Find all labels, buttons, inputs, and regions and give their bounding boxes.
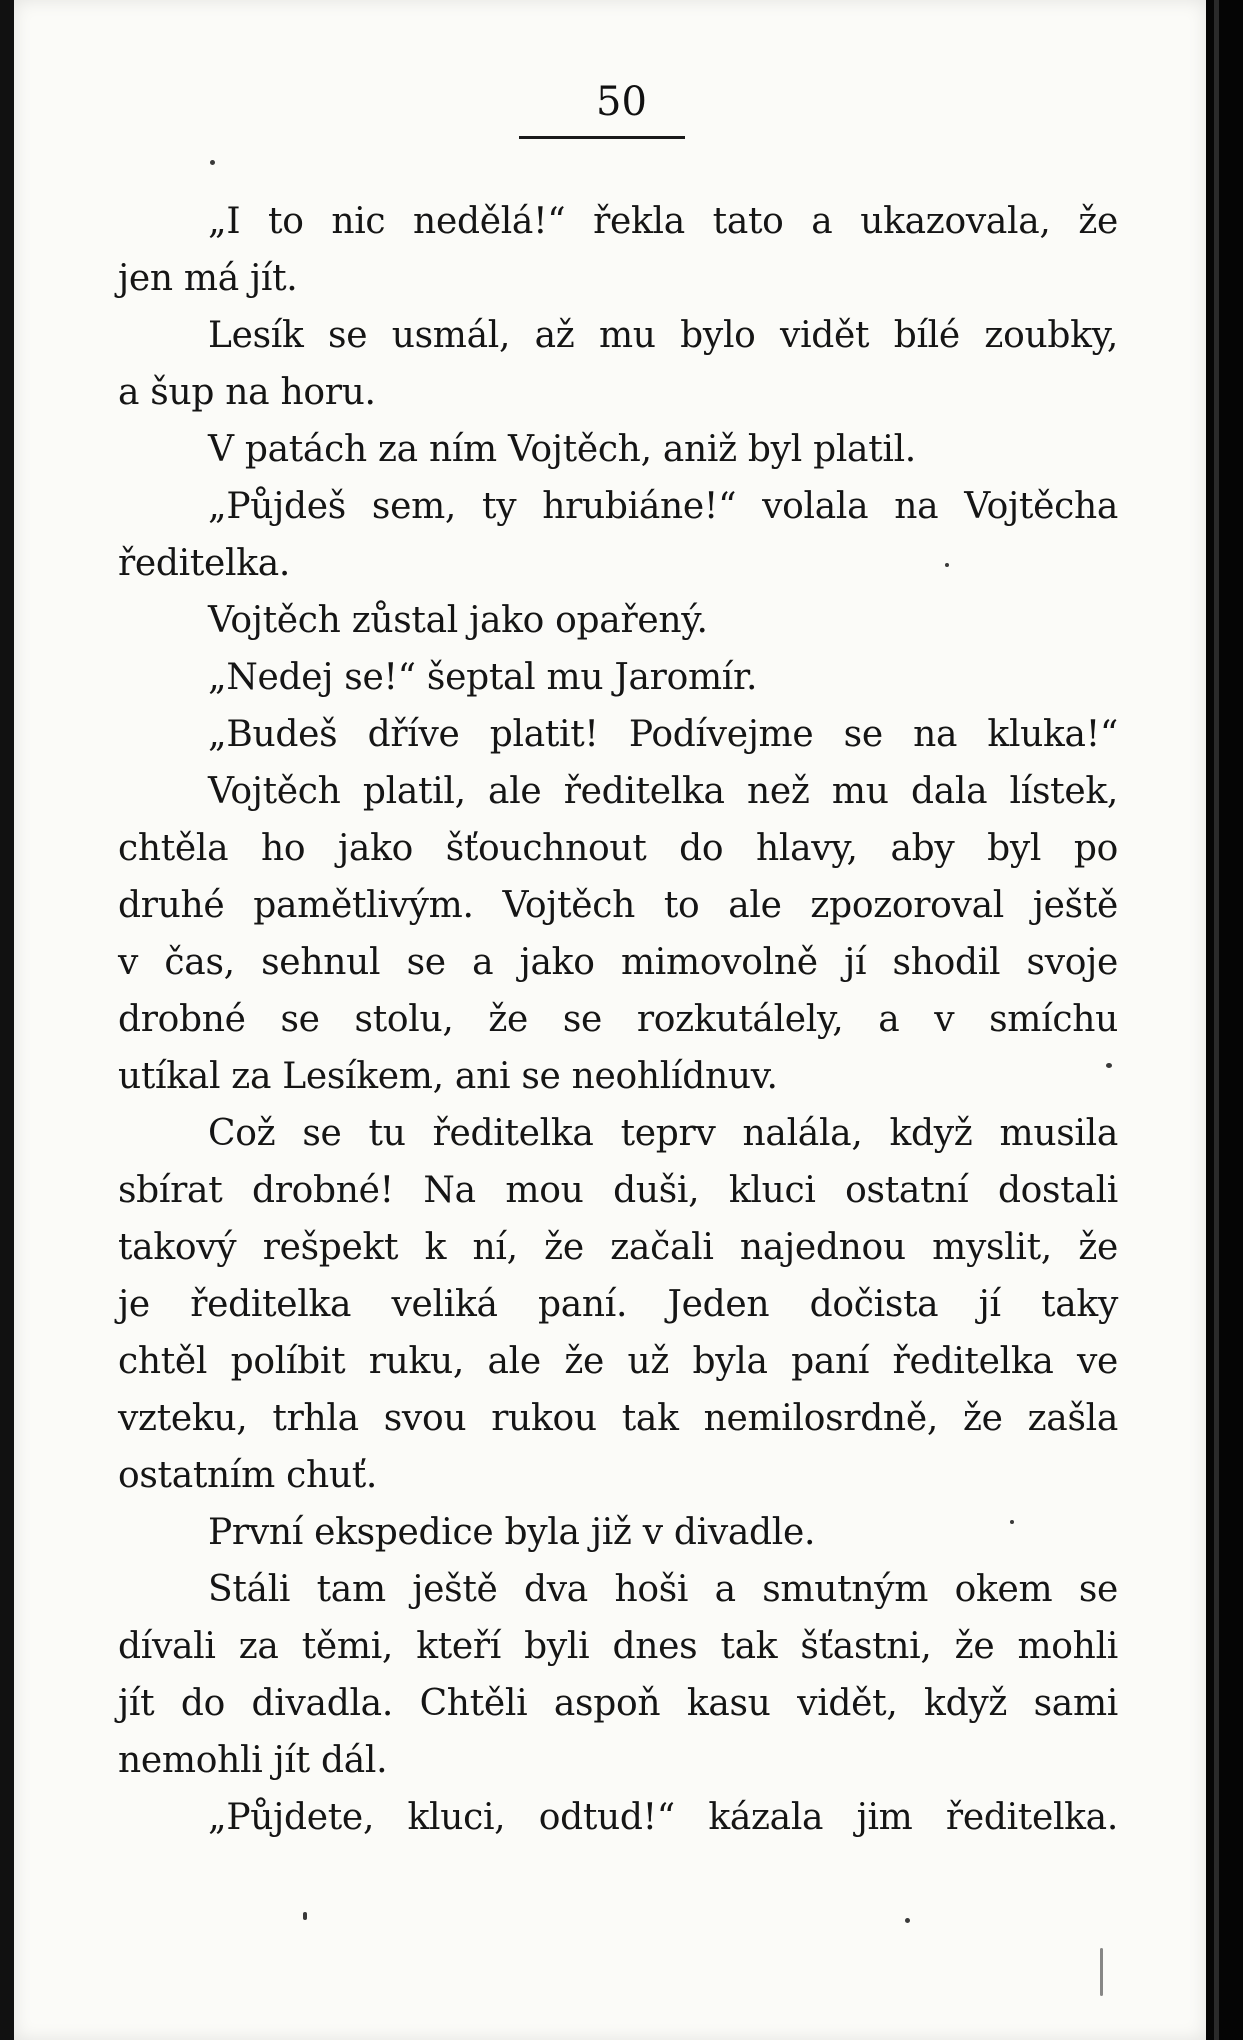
text-line: „Nedej se!“ šeptal mu Jaromír.	[208, 657, 758, 698]
text-line: Lesík se usmál, až mu bylo vidět bílé zoubky,	[208, 315, 1118, 356]
text-line: ředitelka.	[118, 543, 291, 584]
page-number: 50	[596, 79, 647, 125]
scan-left-edge	[0, 0, 14, 2040]
scan-speck	[945, 563, 949, 567]
text-line: sbírat drobné! Na mou duši, kluci ostatní dostali	[118, 1170, 1118, 1211]
scan-edge-strip	[1214, 0, 1219, 2040]
scan-speck	[905, 1918, 910, 1923]
text-line: a šup na horu.	[118, 372, 376, 413]
page-number-rule	[519, 136, 685, 139]
scan-right-edge	[1206, 0, 1243, 2040]
text-line: „Půjdete, kluci, odtud!“ kázala jim ředitelka.	[208, 1797, 1118, 1838]
scan-speck	[1010, 1520, 1014, 1524]
scan-speck	[1100, 1948, 1103, 1996]
text-line: jít do divadla. Chtěli aspoň kasu vidět, když sami	[118, 1683, 1118, 1724]
body-text	[118, 193, 1118, 1846]
text-line: chtěla ho jako šťouchnout do hlavy, aby byl po	[118, 828, 1118, 869]
text-line: Vojtěch platil, ale ředitelka než mu dala lístek,	[208, 771, 1118, 812]
text-line: nemohli jít dál.	[118, 1740, 388, 1781]
text-line: Což se tu ředitelka teprv nalála, když musila	[208, 1113, 1118, 1154]
text-line: v čas, sehnul se a jako mimovolně jí shodil svoje	[118, 942, 1118, 983]
scan-speck	[1106, 1063, 1112, 1068]
text-line: je ředitelka veliká paní. Jeden dočista jí taky	[118, 1284, 1118, 1325]
scan-speck	[210, 160, 215, 165]
text-line: drobné se stolu, že se rozkutálely, a v smíchu	[118, 999, 1118, 1040]
text-line: dívali za těmi, kteří byli dnes tak šťastni, že mohli	[118, 1626, 1118, 1667]
text-line: ostatním chuť.	[118, 1455, 378, 1496]
text-line: „I to nic nedělá!“ řekla tato a ukazovala, že	[208, 201, 1118, 242]
text-line: chtěl políbit ruku, ale že už byla paní ředitelka ve	[118, 1341, 1118, 1382]
scan-speck	[303, 1912, 307, 1920]
text-line: V patách za ním Vojtěch, aniž byl platil.	[208, 429, 916, 470]
text-line: Stáli tam ještě dva hoši a smutným okem se	[208, 1569, 1118, 1610]
text-line: „Budeš dříve platit! Podívejme se na kluka!“	[208, 714, 1118, 755]
text-line: První ekspedice byla již v divadle.	[208, 1512, 816, 1553]
text-line: „Půjdeš sem, ty hrubiáne!“ volala na Vojtěcha	[208, 486, 1118, 527]
text-line: utíkal za Lesíkem, ani se neohlídnuv.	[118, 1056, 778, 1097]
text-line: Vojtěch zůstal jako opařený.	[208, 600, 708, 641]
text-line: vzteku, trhla svou rukou tak nemilosrdně, že zašla	[118, 1398, 1118, 1439]
text-line: takový rešpekt k ní, že začali najednou myslit, že	[118, 1227, 1118, 1268]
text-line: jen má jít.	[118, 258, 298, 299]
text-line: druhé pamětlivým. Vojtěch to ale zpozoroval ještě	[118, 885, 1118, 926]
